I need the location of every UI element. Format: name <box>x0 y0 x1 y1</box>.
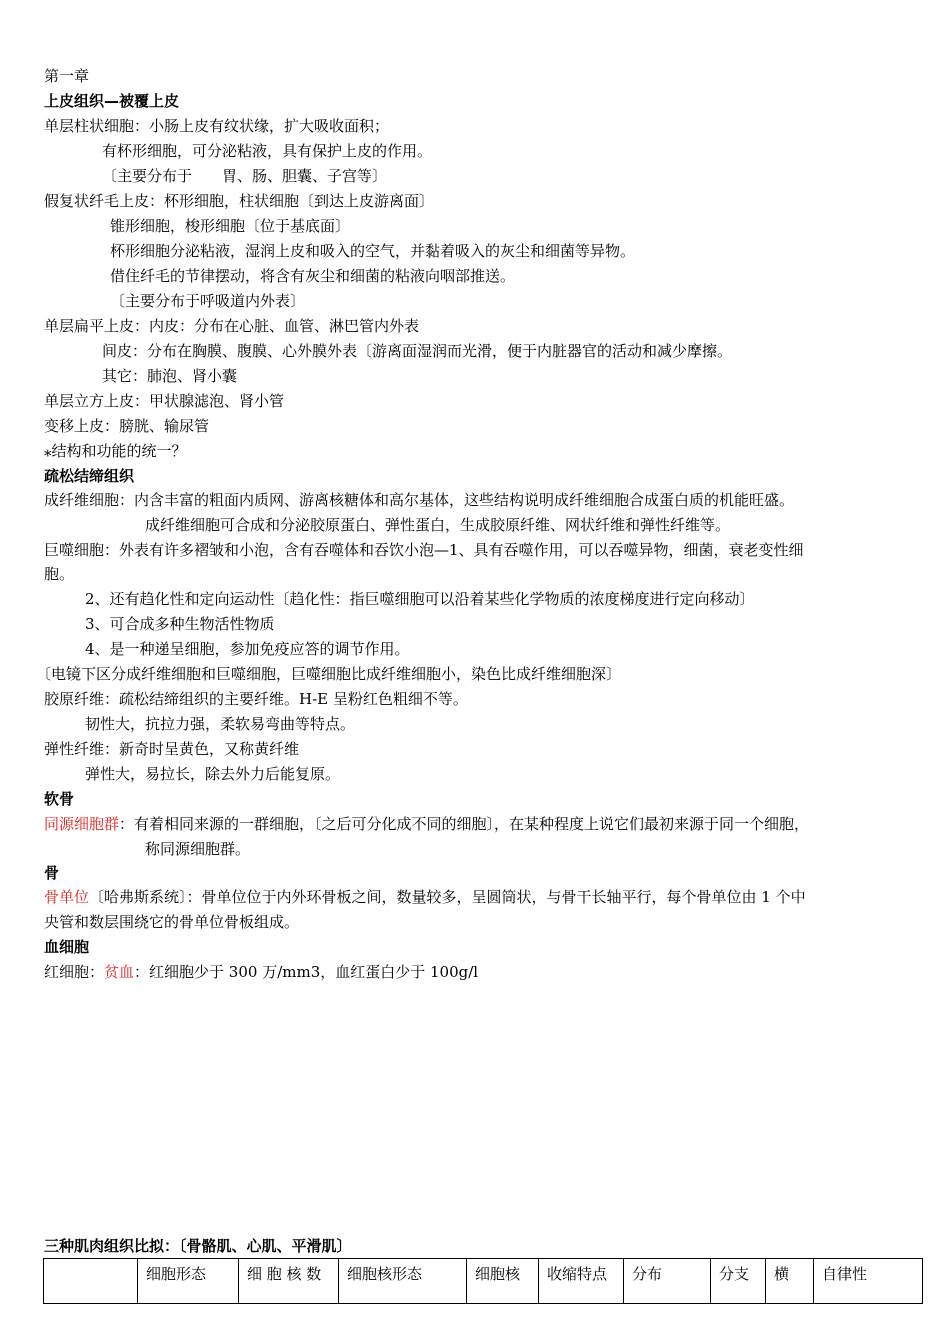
text-line: 杯形细胞分泌粘液，湿润上皮和吸入的空气，并黏着吸入的灰尘和细菌等异物。 <box>110 242 636 260</box>
table-header-row <box>44 1259 923 1304</box>
text-line: 间皮：分布在胸膜、腹膜、心外膜外表〔游离面湿润而光滑，便于内脏器官的活动和减少摩擦。 <box>102 342 733 360</box>
section-heading-epithelium: 上皮组织—被覆上皮 <box>44 92 180 110</box>
text-line: 借住纤毛的节律摆动，将含有灰尘和细菌的粘液向咽部推送。 <box>110 267 516 285</box>
table-header-cell: 细胞形态 <box>138 1259 239 1304</box>
text-line: 其它：肺泡、肾小囊 <box>102 367 238 385</box>
text-line: 假复状纤毛上皮：杯形细胞，柱状细胞〔到达上皮游离面〕 <box>44 192 435 210</box>
line-prefix: 红细胞： <box>44 963 105 981</box>
term-highlight: 骨单位 <box>44 888 90 906</box>
text-line: 锥形细胞，梭形细胞〔位于基底面〕 <box>110 217 351 235</box>
section-heading-blood: 血细胞 <box>44 938 90 956</box>
text-line: 韧性大，抗拉力强，柔软易弯曲等特点。 <box>85 715 356 733</box>
text-line: 〔电镜下区分成纤维细胞和巨噬细胞，巨噬细胞比成纤维细胞小，染色比成纤维细胞深〕 <box>36 665 622 683</box>
term-definition: ：红细胞少于 300 万/mm3，血红蛋白少于 100g/l <box>134 963 479 981</box>
text-line: 单层柱状细胞：小肠上皮有纹状缘，扩大吸收面积； <box>44 117 390 135</box>
text-line: 成纤维细胞可合成和分泌胶原蛋白、弹性蛋白，生成胶原纤维、网状纤维和弹性纤维等。 <box>145 516 731 534</box>
text-line: 〔主要分布于 胃、肠、胆囊、子宫等〕 <box>102 167 388 185</box>
text-line: 胞。 <box>44 565 75 583</box>
table-header-cell: 细胞核形态 <box>339 1259 467 1304</box>
term-highlight: 同源细胞群 <box>44 815 120 833</box>
text-line: 2、还有趋化性和定向运动性〔趋化性：指巨噬细胞可以沿着某些化学物质的浓度梯度进行定向移动〕 <box>85 590 755 608</box>
text-line <box>44 814 809 834</box>
table-header-cell: 细胞核 <box>467 1259 539 1304</box>
section-heading-cartilage: 软骨 <box>44 790 75 808</box>
table-header-cell: 自律性 <box>814 1259 923 1304</box>
text-line: 巨噬细胞：外表有许多褶皱和小泡，含有吞噬体和吞饮小泡—1、具有吞噬作用，可以吞噬异物，细菌，衰老变性细 <box>44 541 804 559</box>
text-line: 4、是一种递呈细胞，参加免疫应答的调节作用。 <box>85 640 410 658</box>
text-line: 3、可合成多种生物活性物质 <box>85 615 275 633</box>
text-line: 〔主要分布于呼吸道内外表〕 <box>110 292 306 310</box>
text-line: 单层立方上皮：甲状腺滤泡、肾小管 <box>44 392 285 410</box>
text-line: 单层扁平上皮：内皮：分布在心脏、血管、淋巴管内外表 <box>44 317 420 335</box>
section-heading-muscle: 三种肌肉组织比拟：〔骨骼肌、心肌、平滑肌〕 <box>44 1237 352 1255</box>
text-line: 央管和数层围绕它的骨单位骨板组成。 <box>44 913 300 931</box>
table-header-cell: 分布 <box>624 1259 711 1304</box>
section-heading-bone: 骨 <box>44 864 60 882</box>
muscle-comparison-table <box>43 1258 923 1304</box>
text-line: 胶原纤维：疏松结缔组织的主要纤维。H-E 呈粉红色粗细不等。 <box>44 690 468 708</box>
table-header-cell <box>44 1259 138 1304</box>
text-line: 有杯形细胞，可分泌粘液，具有保护上皮的作用。 <box>102 142 433 160</box>
text-line <box>44 962 478 982</box>
text-line: 弹性纤维：新奇时呈黄色，又称黄纤维 <box>44 740 300 758</box>
table-header-cell: 横 <box>766 1259 814 1304</box>
table-header-cell: 收缩特点 <box>539 1259 624 1304</box>
text-line: 称同源细胞群。 <box>145 840 251 858</box>
table-header-cell: 细 胞 核 数 <box>239 1259 339 1304</box>
chapter-title: 第一章 <box>44 67 90 85</box>
text-line: 成纤维细胞：内含丰富的粗面内质网、游离核糖体和高尔基体，这些结构说明成纤维细胞合成蛋白质的机能旺盛。 <box>44 491 795 509</box>
text-line: ⁎结构和功能的统一？ <box>44 442 187 460</box>
term-definition: ：有着相同来源的一群细胞，〔之后可分化成不同的细胞〕，在某种程度上说它们最初来源于同一个细胞， <box>119 815 810 833</box>
table-header-cell: 分支 <box>711 1259 766 1304</box>
text-line: 弹性大，易拉长，除去外力后能复原。 <box>85 765 341 783</box>
term-definition: 〔哈弗斯系统〕：骨单位位于内外环骨板之间，数量较多，呈圆筒状，与骨干长轴平行，每个骨单位由 1 个中 <box>89 888 806 906</box>
text-line: 变移上皮：膀胱、输尿管 <box>44 417 210 435</box>
section-heading-connective: 疏松结缔组织 <box>44 467 135 485</box>
term-highlight: 贫血 <box>104 963 135 981</box>
text-line <box>44 887 806 907</box>
